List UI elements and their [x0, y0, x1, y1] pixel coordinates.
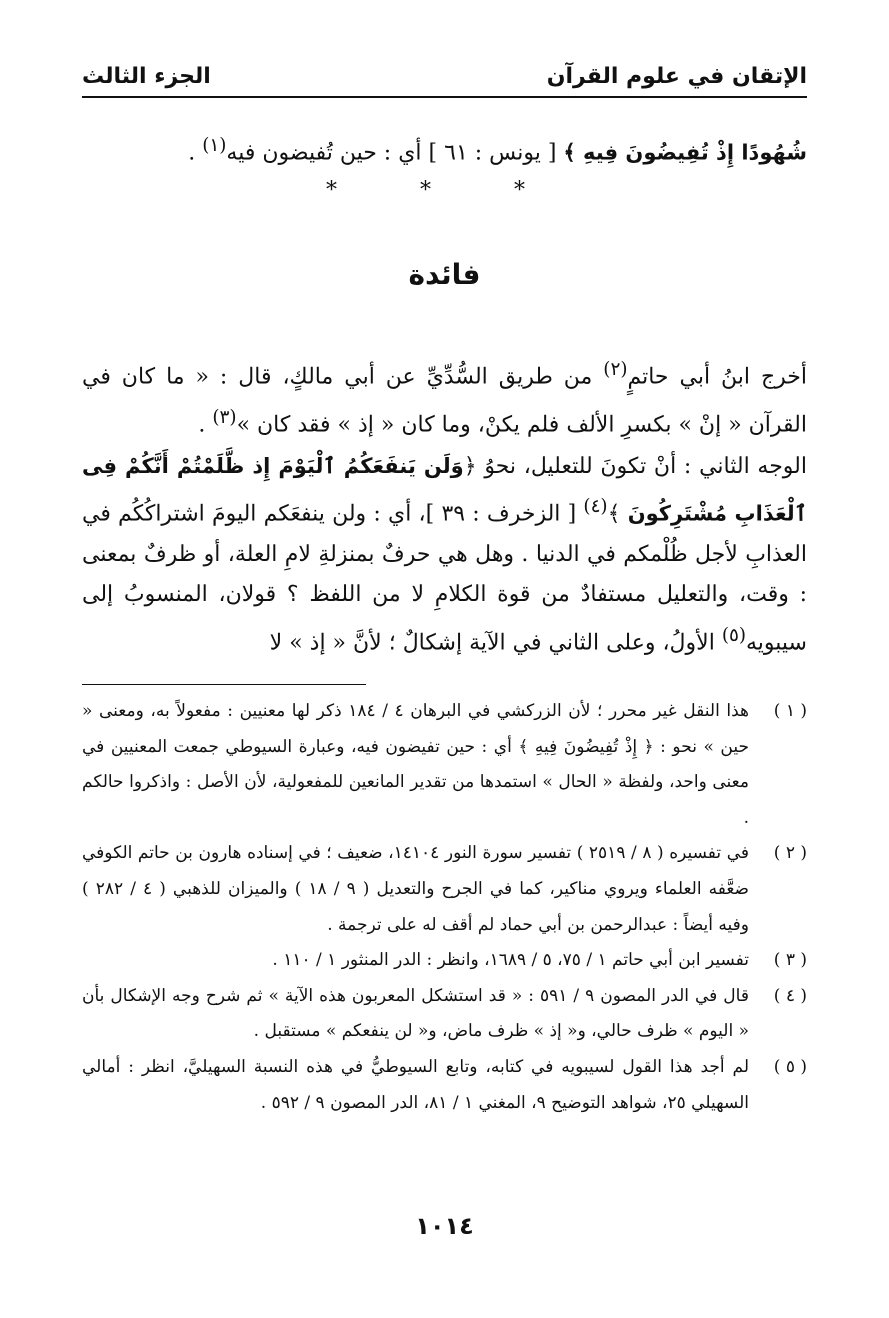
footnote-text: قال في الدر المصون ٩ / ٥٩١ : « قد استشكل المعربون هذه الآية » ثم شرح وجه الإشكال بأن « اليوم » ظرف حالي، و« إذ » ظرف ماض، و« لن ينفعكم » مستقبل . [82, 985, 749, 1042]
footnote [82, 836, 807, 943]
footnote-text: هذا النقل غير محرر ؛ لأن الزركشي في البرهان ٤ / ١٨٤ ذكر لها معنيين : مفعولاً به، ومعنى « حين » نحو : ﴿ إِذْ تُفِيضُونَ فِيهِ ﴾ أي : حين تفيضون فيه، وعبارة السيوطي جمعت المعنيين في معنى واحد، ولفظة « الحال » استمدها من تقدير المانعين للمفعولية، لأن الأصل : واذكروا حالكم . [82, 701, 749, 828]
verse-continuation [82, 124, 807, 175]
paragraph [82, 350, 807, 446]
sentence-end: . [198, 412, 213, 438]
paragraph-text: [ الزخرف : ٣٩ ]، أي : ولن ينفعَكم اليومَ اشتراكُكُم في العذابِ لأجل ظُلْمكم في الدنيا . وهل هي حرفٌ بمنزلةِ لامِ العلة، أو ظرفٌ بمعنى : وقت، والتعليل مستفادٌ من قوة الكلامِ لا من اللفظ ؟ قولان، المنسوبُ إلى سيبويه [82, 501, 807, 656]
footnote-marker[interactable]: (١) [202, 135, 227, 156]
footnote [82, 694, 807, 836]
book-title: الإتقان في علوم القرآن [546, 63, 807, 89]
footnote-text: لم أجد هذا القول لسيبويه في كتابه، وتابع السيوطيُّ في هذه النسبة السهيليَّ، انظر : أمالي السهيلي ٢٥، شواهد التوضيح ٩، المغني ١ / ٨١، الدر المصون ٩ / ٥٩٢ . [82, 1056, 749, 1113]
quran-verse: وَلَن يَنفَعَكُمُ ٱلْيَوْمَ إِذ ظَّلَمْتُمْ أَنَّكُمْ فِى ٱلْعَذَابِ مُشْتَرِكُونَ [82, 453, 807, 526]
footnote-marker[interactable]: (٣) [212, 406, 237, 428]
footnote [82, 979, 807, 1050]
paragraph-text: من طريق السُّدِّيِّ عن أبي مالكٍ، قال : « ما كان في القرآن « إنْ » بكسرِ الألف فلم يكنْ، وما كان « إذ » فقد كان » [82, 364, 807, 438]
footnote-number: ( ١ ) [773, 701, 807, 721]
footnote-text: تفسير ابن أبي حاتم ١ / ٧٥، ٥ / ١٦٨٩، وانظر : الدر المنثور ١ / ١١٠ . [272, 950, 749, 971]
paragraph-text: ﴾ [607, 501, 628, 527]
paragraph-text: الأولُ، وعلى الثاني في الآية إشكالٌ ؛ لأنَّ « إذ » لا [269, 630, 722, 656]
volume-label: الجزء الثالث [82, 63, 211, 89]
running-header [82, 56, 807, 98]
footnote-number: ( ٤ ) [773, 985, 807, 1006]
footnotes [82, 694, 807, 1121]
section-separator: * * * [326, 178, 563, 203]
footnote-number: ( ٥ ) [773, 1056, 807, 1077]
footnote-marker[interactable]: (٢) [603, 359, 628, 380]
footnote-number: ( ٢ ) [773, 843, 807, 864]
footnote-marker[interactable]: (٥) [721, 624, 746, 646]
paragraph [82, 446, 807, 664]
footnote-divider [82, 684, 366, 685]
verse-reference-text: [ يونس : ٦١ ] أي : حين تُفيضون فيه [226, 140, 564, 166]
page-number: ١٠١٤ [415, 1212, 474, 1240]
section-title: فائدة [408, 258, 481, 291]
sentence-end: . [188, 140, 203, 166]
footnote [82, 1050, 807, 1121]
paragraph-text: الوجه الثاني : أنْ تكونَ للتعليل، نحوُ ﴿ [463, 453, 807, 479]
footnote [82, 943, 807, 979]
footnote-marker[interactable]: (٤) [583, 496, 608, 518]
footnote-number: ( ٣ ) [773, 950, 807, 971]
paragraph-text: أخرج ابنُ أبي حاتمٍ [627, 364, 807, 390]
quran-verse: شُهُودًا إِذْ تُفِيضُونَ فِيهِ ﴾ [563, 140, 807, 165]
footnote-text: في تفسيره ( ٨ / ٢٥١٩ ) تفسير سورة النور ١٤١٠٤، ضعيف ؛ في إسناده هارون بن حاتم الكوفي ضعَّفه العلماء ويروي مناكير، كما في الجرح والتعديل ( ٩ / ١٨ ) والميزان للذهبي ( ٤ / ٢٨٢ ) وفيه أيضاً : عبدالرحمن بن أبي حماد لم أقف له على ترجمة . [82, 843, 749, 935]
main-text [82, 350, 807, 664]
